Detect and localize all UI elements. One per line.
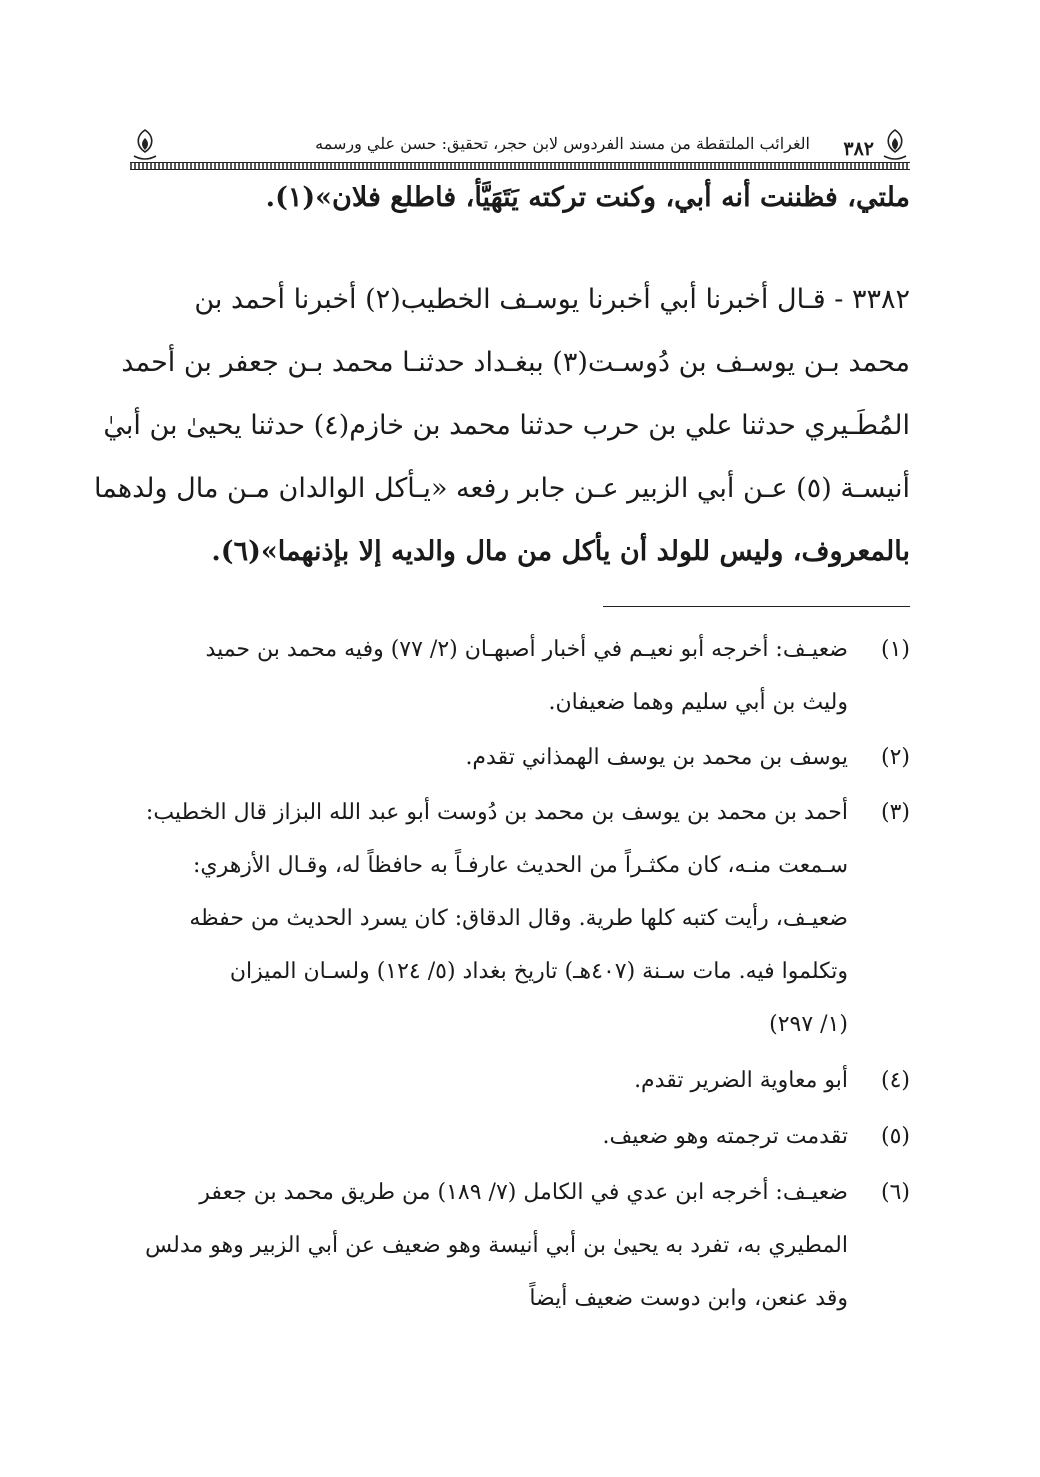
header-rule xyxy=(130,162,910,170)
footnote-line: وقد عنعن، وابن دوست ضعيف أيضاً xyxy=(529,1286,848,1311)
footnote-line: أحمد بن محمد بن يوسف بن محمد بن دُوست أبو عبد الله البزاز قال الخطيب: xyxy=(145,800,848,825)
footnote-line: ضعيـف: أخرجه ابن عدي في الكامل (٧/ ١٨٩) من طريق محمد بن جعفر xyxy=(199,1180,848,1205)
hadith-line: أنيسـة (٥) عـن أبي الزبير عـن جابر رفعه «يـأكل الوالدان مـن مال ولدهما xyxy=(94,473,910,504)
footnote-line: أبو معاوية الضرير تقدم. xyxy=(634,1068,848,1093)
footnote-number: (٣) xyxy=(880,800,910,825)
hadith-line: ٣٣٨٢ - قـال أخبرنا أبي أخبرنا يوسـف الخطيب(٢) أخبرنا أحمد بن xyxy=(194,284,910,315)
footnote-line: تقدمت ترجمته وهو ضعيف. xyxy=(602,1124,848,1149)
hadith-line: محمد بـن يوسـف بن دُوسـت(٣) ببغـداد حدثنـا محمد بـن جعفر بن أحمد xyxy=(121,347,910,378)
running-title: الغرائب الملتقطة من مسند الفردوس لابن حجر، تحقيق: حسن علي ورسمه xyxy=(315,134,810,153)
footnote-number: (٦) xyxy=(880,1180,910,1205)
footnote-line: ضعيـف: أخرجه أبو نعيـم في أخبار أصبهـان (٢/ ٧٧) وفيه محمد بن حميد xyxy=(205,637,848,662)
footnote-number: (٢) xyxy=(880,745,910,770)
hadith-line: بالمعروف، وليس للولد أن يأكل من مال والديه إلا بإذنهما»(٦). xyxy=(211,536,910,567)
continuation-line: ملتي، فظننت أنه أبي، وكنت تركته يَتَهَيَّأ، فاطلع فلان»(١). xyxy=(265,182,910,213)
footnote-line: سـمعت منـه، كان مكثـراً من الحديث عارفـاً به حافظاً له، وقـال الأزهري: xyxy=(192,853,848,878)
ornament-icon xyxy=(130,128,160,162)
ornament-icon xyxy=(880,128,910,162)
page-number: ٣٨٢ xyxy=(843,138,874,160)
footnote-line: وليث بن أبي سليم وهما ضعيفان. xyxy=(548,690,848,715)
footnote-number: (٤) xyxy=(880,1068,910,1093)
footnote-separator xyxy=(603,606,910,607)
hadith-line: المُطَـيري حدثنا علي بن حرب حدثنا محمد بن خازم(٤) حدثنا يحيىٰ بن أبيٰ xyxy=(103,410,910,441)
footnote-line: وتكلموا فيه. مات سـنة (٤٠٧هـ) تاريخ بغداد (٥/ ١٢٤) ولسـان الميزان xyxy=(229,959,848,984)
footnote-number: (١) xyxy=(880,637,910,662)
footnote-number: (٥) xyxy=(880,1124,910,1149)
page-header xyxy=(130,120,910,166)
footnote-line: ضعيـف، رأيت كتبه كلها طرية. وقال الدقاق: كان يسرد الحديث من حفظه xyxy=(189,906,848,931)
footnote-line: (١/ ٢٩٧) xyxy=(769,1012,848,1037)
footnote-line: يوسف بن محمد بن يوسف الهمذاني تقدم. xyxy=(465,745,848,770)
footnote-line: المطيري به، تفرد به يحيىٰ بن أبي أنيسة وهو ضعيف عن أبي الزبير وهو مدلس xyxy=(145,1233,848,1258)
